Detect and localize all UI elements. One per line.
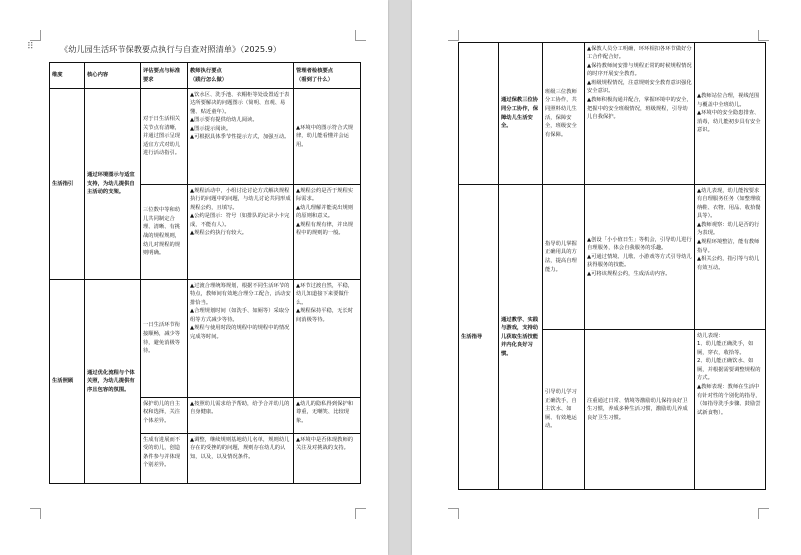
dimension-cell <box>459 43 499 185</box>
crop-mark-bottom-right <box>355 508 366 519</box>
teacher-cell: ▲调整，继续规则基地幼儿名单，规则幼儿存在的受挫的的问题，规则存在幼儿的认知，以及，以及情况条件。 <box>188 434 294 484</box>
crop-mark-bottom-left <box>448 508 459 519</box>
teacher-cell: ▲饮水区、洗手池、衣帽柜等处设置适于表达所要解决的问题图示（简明、直观、易懂、贴近童年）。 ▲图示要有提供给幼儿阅读。 ▲图示提示阅读。 ▲可根据具体季节性提示方式，加强互动。 <box>188 89 294 185</box>
checklist-table-page-1 <box>49 62 361 484</box>
document-page-1 <box>0 0 388 555</box>
criteria-cell: 引导幼儿学习正确洗手，自主饮水、如厕、有效地运动。 <box>543 330 585 490</box>
teacher-cell: 注重通过日常、情境等激励幼儿保持良好卫生习惯，养成多种生活习惯，激励幼儿养成良好卫生习惯。 <box>585 330 695 490</box>
crop-mark-top-left <box>448 30 459 41</box>
header-manager: 管理者检核要点 （看到了什么） <box>294 63 361 89</box>
manager-cell: ▲环节过渡自然，平稳，幼儿知道接下来要做什么。 ▲规程保持平稳，无长时间消极等待。 <box>294 280 361 398</box>
header-teacher: 教师执行要点 （践行怎么做） <box>188 63 294 89</box>
header-criteria: 评估要点与标准要求 <box>141 63 188 89</box>
criteria-cell: 保护幼儿的自主权和选择，关注个体差异。 <box>141 398 188 434</box>
header-core: 核心内容 <box>85 63 141 89</box>
criteria-cell: 对于日生活相关关节点有清晰，并通过图示呈现适宜方式对幼儿进行活动指引。 <box>141 89 188 185</box>
drag-handle-icon[interactable]: ⠿ <box>27 42 35 52</box>
crop-mark-top-left <box>30 30 41 41</box>
manager-cell: ▲环境中是否体现教师的关注及对挑战的支持。 <box>294 434 361 484</box>
crop-mark-top-right <box>758 30 769 41</box>
table-row <box>459 43 766 185</box>
manager-cell: 幼儿表现： 1、幼儿能正确洗手，如厕，穿衣，收拾等。 2、幼儿能正确饮水、如厕，并根据需要调整规程的方式。 ▲教师表现：教师在生活中有针对性的个别化的指导，（如指导洗手步骤、鼓励尝试新食物）。 <box>695 330 766 490</box>
checklist-table-page-2 <box>458 42 766 490</box>
document-title: 《幼儿园生活环节保教要点执行与自查对照清单》（2025.9） <box>60 44 282 54</box>
table-header-row <box>50 63 361 89</box>
teacher-cell: ▲过渡合理统筹规划，根据不同生活环节的特点，教师间有效地合理分工配合，活动安排恰当。 ▲合理规划时间（如洗手、如厕等）采取分组等方式减少等待。 ▲规程与使用时段的规程中的规程中的情况完成等时间。 <box>188 280 294 398</box>
dimension-cell: 生活照顾 <box>50 280 85 484</box>
criteria-cell: 一日生活环节衔接顺畅，减少等待，避免消极等待。 <box>141 280 188 398</box>
manager-cell: ▲规程公约是否于规程实际需求。 ▲幼儿理解并能说出规则的原则和意义。 ▲规程有规有律，并出规程中的规则的一般。 <box>294 185 361 280</box>
teacher-cell: ▲规程活动中，小组讨论讨论方式解决规程执行的问题中的问题，与幼儿讨论共同形成规程公约，且填写。 ▲公约是图示：符号（如排队的记录小卡完成，不能有人）。 ▲规程公约执行有较大。 <box>188 185 294 280</box>
manager-cell: ▲幼儿的隐私得到保护和尊重，无嘲笑、比较现象。 <box>294 398 361 434</box>
crop-mark-top-right <box>355 30 366 41</box>
table-row <box>50 89 361 185</box>
criteria-cell: 生成有进展而不受的幼儿，创造条件参与并体现个别差异。 <box>141 434 188 484</box>
manager-cell: ▲幼儿表现，幼儿能按要求有自理服务任务（如整理收纳鞋、衣物、用品、收拾餐具等）。 ▲教师观察：幼儿是否的行为表现。 ▲规程环境整洁，能有教师指导。 ▲相关公约，指引等与幼儿有效互动。 <box>695 185 766 330</box>
manager-cell: ▲教师站位合理，视线范围与覆盖中全班幼儿。 ▲环境中的安全隐患排查、消毒，幼儿能初步具有安全意识。 <box>695 43 766 185</box>
crop-mark-bottom-right <box>758 508 769 519</box>
manager-cell: ▲环境中的图示符合式规律，幼儿能看懂并会运用。 <box>294 89 361 185</box>
core-content-cell: 通过环境图示与适宜支持，为幼儿提供自主活动的支架。 <box>85 89 141 280</box>
teacher-cell: ▲创设「小小值日生」等机会，引导幼儿进行自理服务，体会自我服务的乐趣。 ▲可通过情境、儿歌、小游戏等方式引导幼儿获得服务的技能。 ▲可将该规程公约，生成活动内容。 <box>585 185 695 330</box>
teacher-cell: ▲按照幼儿需求给予帮助，给予合并幼儿的自身健康。 <box>188 398 294 434</box>
page-gutter <box>388 0 412 555</box>
table-row <box>459 185 766 330</box>
document-page-2 <box>412 0 801 555</box>
header-dimension: 维度 <box>50 63 85 89</box>
core-content-cell: 通过教学、实践与游戏，支持幼儿获取生活技能并内化良好习惯。 <box>499 185 543 490</box>
crop-mark-bottom-left <box>30 508 41 519</box>
criteria-cell: 指导幼儿掌握正确用具的方法，提高自理能力。 <box>543 185 585 330</box>
criteria-cell: 三位数中等和幼儿共同制定合理、清晰、有挑战的规程规则，幼儿对规程的规则明确。 <box>141 185 188 280</box>
dimension-cell: 生活指导 <box>459 185 499 490</box>
dimension-cell: 生活指引 <box>50 89 85 280</box>
table-row <box>50 280 361 398</box>
criteria-cell: 班级三位教师分工协作，共同照料幼儿生活，保障安全，班级安全有保障。 <box>543 43 585 185</box>
teacher-cell: ▲保教人员分工明确，环环相扣各环节做好分工合作配合好。 ▲保持教师间安排与规程正常的时候规程情况的时序开展安全教育。 ▲班级规程情况，注意规则安全教育意识强化安全意识。 ▲教师积极沟通并配合，掌握环境中的安全，把握中的安全班级情况，班级规程，引导幼儿自我保护。 <box>585 43 695 185</box>
core-content-cell: 通过优化流程与个体关照，为幼儿提供有序且包容的氛围。 <box>85 280 141 484</box>
core-content-cell: 通过保教三位协同分工协作，保障幼儿生活安全。 <box>499 43 543 185</box>
